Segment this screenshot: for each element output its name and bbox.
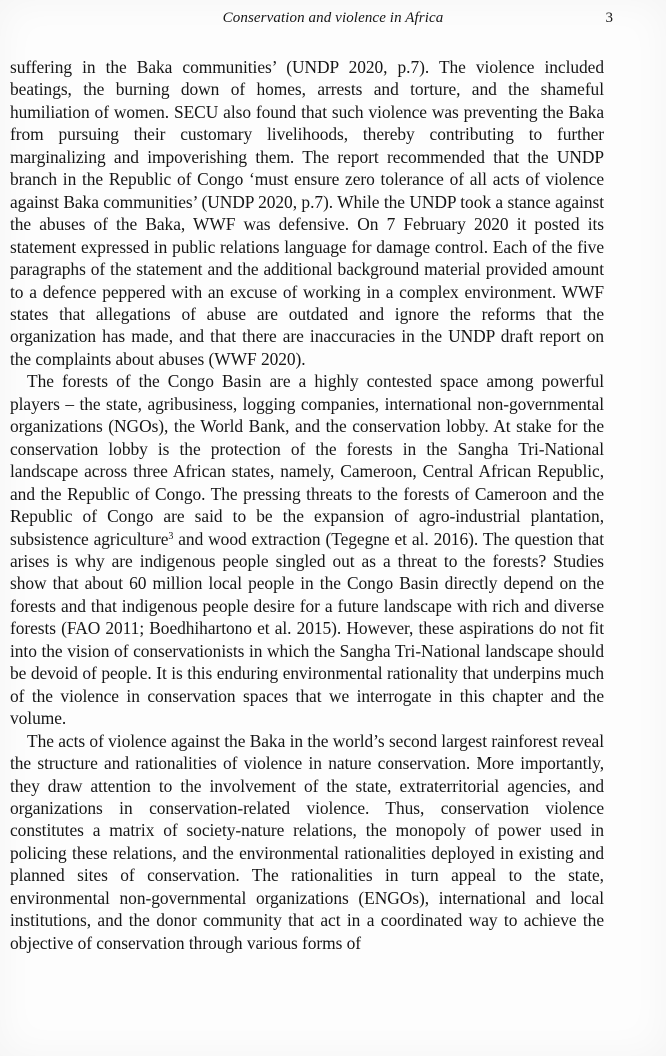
footnote-marker[interactable]: 3 (168, 530, 174, 542)
page-number: 3 (605, 10, 613, 26)
paragraph-congo-basin (10, 370, 604, 729)
paragraph-text-before-note: The forests of the Congo Basin are a highly contested space among powerful players – the state, agribusiness, logging companies, international non-governmental organizations (NGOs), the World Bank, and the conservation lobby. At stake for the conservation lobby is the protection of the forests in the Sangha Tri-National landscape across three African states, namely, Cameroon, Central African Republic, and the Republic of Congo. The pressing threats to the forests of Cameroon and the Republic of Congo are said to be the expansion of agro-industrial plantation, subsistence agriculture (10, 371, 604, 549)
paragraph-acts-of-violence: The acts of violence against the Baka in the world’s second largest rainforest reveal the structure and rationalities of violence in nature conservation. More importantly, they draw attention to the involvement of the state, extraterritorial agencies, and organizations in conservation-related violence. Thus, conservation violence constitutes a matrix of society-nature relations, the monopoly of power used in policing these relations, and the environmental rationalities deployed in existing and planned sites of conservation. The rationalities in turn appeal to the state, environmental non-governmental organizations (ENGOs), international and local institutions, and the donor community that act in a coordinated way to achieve the objective of conservation through various forms of (10, 730, 604, 953)
paragraph-text-after-note: and wood extraction (Tegegne et al. 2016). The question that arises is why are indigenous people singled out as a threat to the forests? Studies show that about 60 million local people in the Congo Basin directly depend on the forests and that indigenous people desire for a future landscape with rich and diverse forests (FAO 2011; Boedhihartono et al. 2015). However, these aspirations do not fit into the vision of conservationists in which the Sangha Tri-National landscape should be devoid of people. It is this enduring environmental rationality that underpins much of the violence in conservation spaces that we interrogate in this chapter and the volume. (10, 528, 604, 729)
paragraph-continued: suffering in the Baka communities’ (UNDP 2020, p.7). The violence included beatings, the burning down of homes, arrests and torture, and the shameful humiliation of women. SECU also found that such violence was preventing the Baka from pursuing their customary livelihoods, thereby contributing to further marginalizing and impoverishing them. The report recommended that the UNDP branch in the Republic of Congo ‘must ensure zero tolerance of all acts of violence against Baka communities’ (UNDP 2020, p.7). While the UNDP took a stance against the abuses of the Baka, WWF was defensive. On 7 February 2020 it posted its statement expressed in public relations language for damage control. Each of the five paragraphs of the statement and the additional background material provided amount to a defence peppered with an excuse of working in a complex environment. WWF states that allegations of abuse are outdated and ignore the reforms that the organization has made, and that there are inaccuracies in the UNDP draft report on the complaints about abuses (WWF 2020). (10, 57, 604, 369)
running-header (0, 9, 666, 31)
body-text (10, 56, 604, 954)
running-title: Conservation and violence in Africa (222, 10, 444, 26)
